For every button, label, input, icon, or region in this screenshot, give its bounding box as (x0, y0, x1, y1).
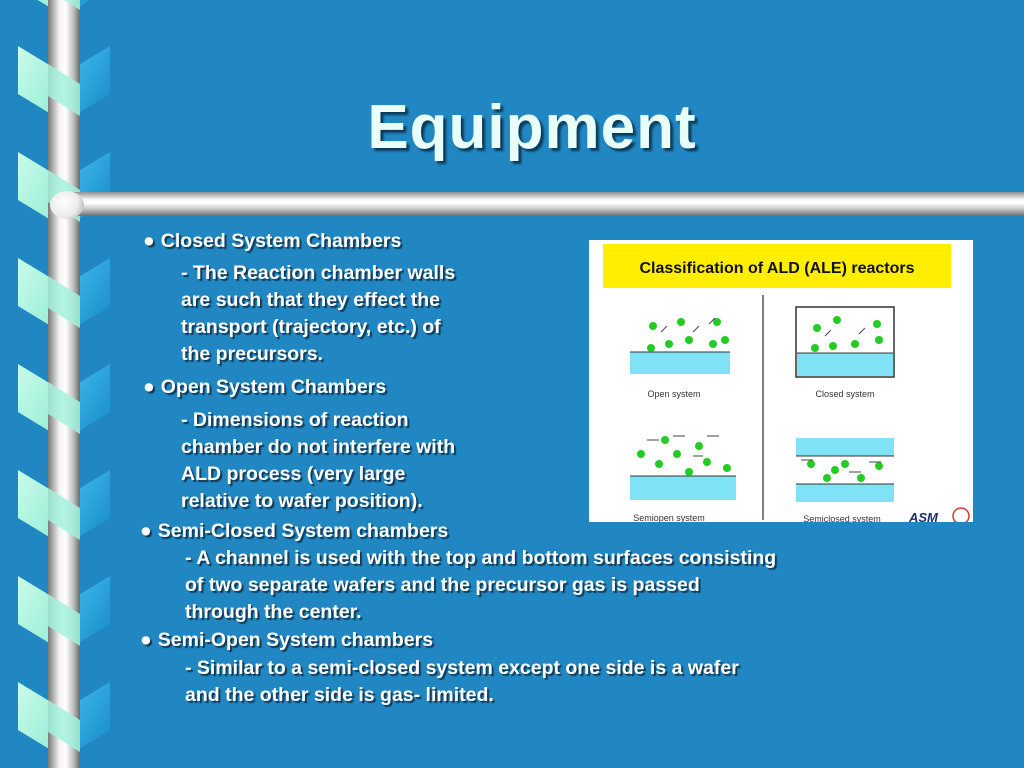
body-line: - A channel is used with the top and bottom surfaces consisting (185, 547, 777, 569)
lower-wafer (796, 484, 894, 502)
molecules-semiclosed (801, 460, 883, 482)
bullet-marker: ● (140, 520, 152, 542)
bullet-semi-open-system (140, 627, 433, 654)
bullet-heading: Semi-Closed System chambers (157, 520, 449, 542)
bullet-marker: ● (140, 629, 152, 651)
asm-logo: ASM (909, 510, 938, 522)
title-divider-bar (62, 192, 1024, 216)
body-line: transport (trajectory, etc.) of (181, 316, 441, 338)
precursor-molecule (823, 474, 831, 482)
bullet-heading: Open System Chambers (160, 376, 387, 398)
bullet-semi-closed-system (140, 518, 448, 545)
precursor-molecule (851, 340, 859, 348)
body-line: - The Reaction chamber walls (181, 262, 456, 284)
bullet-heading: Closed System Chambers (160, 230, 402, 252)
precursor-molecule (813, 324, 821, 332)
precursor-molecule (873, 320, 881, 328)
panel-label-closed: Closed system (815, 389, 875, 399)
panel-label-semiopen: Semiopen system (633, 513, 705, 522)
body-line: are such that they effect the (181, 289, 440, 311)
body-line: - Similar to a semi-closed system except one side is a wafer (185, 657, 739, 679)
precursor-molecule (665, 340, 673, 348)
bullet-marker: ● (143, 230, 155, 252)
slide-title: Equipment (367, 93, 697, 162)
logo-mark-icon (953, 508, 969, 522)
substrate-semiopen (630, 476, 736, 500)
precursor-molecule (857, 474, 865, 482)
substrate-closed (797, 353, 893, 376)
precursor-molecule (831, 466, 839, 474)
body-line: the precursors. (181, 343, 323, 365)
precursor-molecule (709, 340, 717, 348)
panel-label-semiclosed: Semiclosed system (803, 514, 881, 522)
precursor-molecule (685, 468, 693, 476)
ald-reactor-diagram (589, 240, 973, 522)
body-line: of two separate wafers and the precursor gas is passed (185, 574, 700, 596)
bullet-closed-system-body (181, 260, 455, 368)
upper-wafer (796, 438, 894, 456)
panel-label-open: Open system (647, 389, 701, 399)
body-line: and the other side is gas- limited. (185, 684, 494, 706)
body-line: through the center. (185, 601, 362, 623)
molecules-closed (811, 316, 883, 352)
body-line: ALD process (very large (181, 463, 406, 485)
precursor-molecule (829, 342, 837, 350)
precursor-molecule (875, 336, 883, 344)
precursor-molecule (673, 450, 681, 458)
precursor-molecule (685, 336, 693, 344)
substrate-open (630, 352, 730, 374)
precursor-molecule (655, 460, 663, 468)
bullet-semi-open-system-body (185, 655, 739, 709)
precursor-molecule (841, 460, 849, 468)
bullet-closed-system (143, 228, 401, 255)
precursor-molecule (721, 336, 729, 344)
precursor-molecule (723, 464, 731, 472)
bullet-open-system-body (181, 407, 455, 515)
precursor-molecule (677, 318, 685, 326)
precursor-molecule (695, 442, 703, 450)
trajectory-arrow (859, 328, 865, 334)
precursor-molecule (647, 344, 655, 352)
trajectory-arrow (825, 330, 831, 336)
precursor-molecule (661, 436, 669, 444)
body-line: relative to wafer position). (181, 490, 423, 512)
body-line: - Dimensions of reaction (181, 409, 409, 431)
ald-reactor-figure (589, 240, 973, 522)
trajectory-arrow (693, 326, 699, 332)
precursor-molecule (637, 450, 645, 458)
precursor-molecule (875, 462, 883, 470)
molecules-semiopen (637, 436, 731, 476)
molecules-open (647, 318, 729, 352)
figure-title: Classification of ALD (ALE) reactors (639, 260, 915, 277)
divider-knob (50, 191, 84, 219)
precursor-molecule (649, 322, 657, 330)
precursor-molecule (833, 316, 841, 324)
precursor-molecule (811, 344, 819, 352)
body-line: chamber do not interfere with (181, 436, 456, 458)
bullet-marker: ● (143, 376, 155, 398)
bullet-open-system (143, 374, 386, 401)
bullet-semi-closed-system-body (185, 545, 776, 626)
precursor-molecule (703, 458, 711, 466)
precursor-molecule (807, 460, 815, 468)
trajectory-arrow (661, 326, 667, 332)
bullet-heading: Semi-Open System chambers (157, 629, 434, 651)
